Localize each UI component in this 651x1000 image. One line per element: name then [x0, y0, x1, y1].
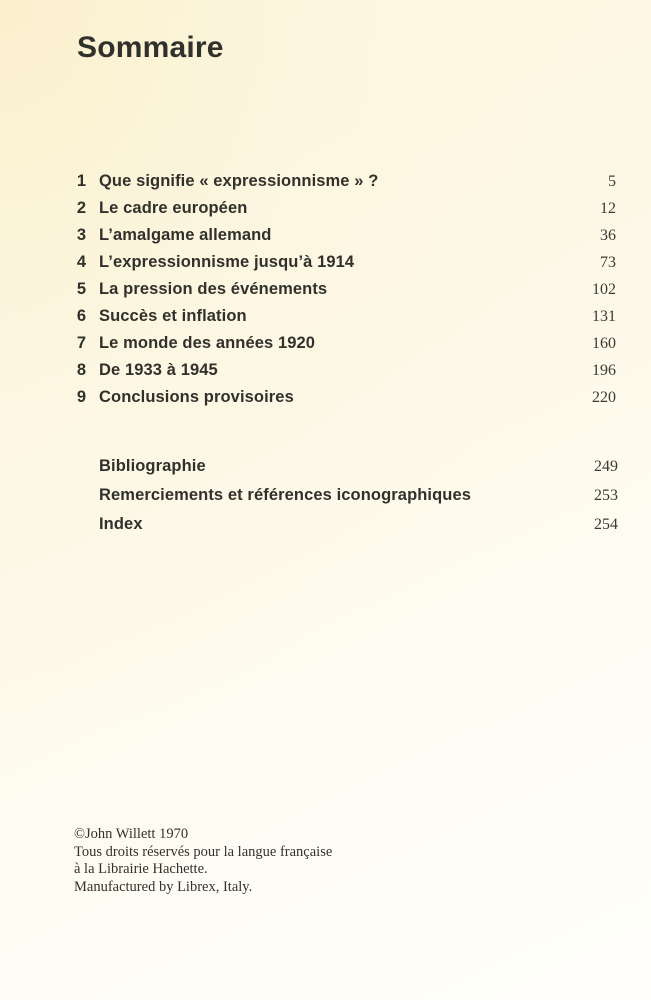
- toc-entry-page: 254: [594, 516, 618, 533]
- toc-entry: [0, 330, 651, 357]
- toc-entry-page: 249: [594, 458, 618, 475]
- toc-entry-title: La pression des événements: [99, 280, 328, 298]
- toc-entry: [0, 452, 651, 481]
- toc-entry-page: 131: [592, 308, 616, 325]
- toc-entry-title: L’amalgame allemand: [99, 226, 272, 244]
- toc-entry-number: 7: [76, 334, 86, 352]
- toc-entry: [0, 481, 651, 510]
- toc-entry-title: Bibliographie: [99, 457, 206, 475]
- toc-entry-page: 160: [592, 335, 616, 352]
- toc-entry-page: 12: [600, 200, 616, 217]
- toc-entry: [0, 249, 651, 276]
- page-title: Sommaire: [77, 31, 224, 64]
- toc-entry-number: 2: [76, 199, 86, 217]
- copyright-notice: [74, 826, 332, 896]
- publisher-line: à la Librairie Hachette.: [74, 861, 208, 877]
- toc-entry-page: 5: [608, 173, 616, 190]
- manufacturer-line: Manufactured by Librex, Italy.: [74, 878, 253, 895]
- toc-entry-title: Le monde des années 1920: [99, 334, 316, 352]
- copyright-line: ©John Willett 1970: [74, 826, 189, 842]
- toc-entry-title: Conclusions provisoires: [99, 388, 294, 406]
- toc-entry-title: Que signifie « expressionnisme » ?: [99, 172, 379, 190]
- toc-entry-number: 8: [76, 361, 86, 379]
- toc-entry: [0, 357, 651, 384]
- rights-line: Tous droits réservés pour la langue française: [74, 843, 333, 860]
- toc-entry-page: 73: [600, 254, 616, 271]
- toc-entry-title: De 1933 à 1945: [99, 361, 218, 379]
- toc-entry-number: 1: [76, 172, 86, 190]
- toc-entry-number: 4: [76, 253, 86, 271]
- table-of-contents-back-matter: [0, 452, 651, 539]
- toc-entry: [0, 276, 651, 303]
- toc-entry: [0, 168, 651, 195]
- toc-entry-page: 253: [594, 487, 618, 504]
- toc-entry-number: 5: [76, 280, 86, 298]
- toc-entry-title: Index: [99, 515, 143, 533]
- toc-entry: [0, 510, 651, 539]
- table-of-contents-chapters: [0, 168, 651, 411]
- toc-entry: [0, 303, 651, 330]
- toc-entry-page: 102: [592, 281, 616, 298]
- toc-entry-title: Le cadre européen: [99, 199, 248, 217]
- toc-entry-title: Remerciements et références iconographiques: [99, 486, 472, 504]
- toc-entry-number: 3: [76, 226, 86, 244]
- toc-entry-page: 196: [592, 362, 616, 379]
- toc-entry: [0, 195, 651, 222]
- toc-entry: [0, 222, 651, 249]
- toc-entry-title: L’expressionnisme jusqu’à 1914: [99, 253, 355, 271]
- toc-entry-number: 6: [76, 307, 86, 325]
- toc-entry-page: 220: [592, 389, 616, 406]
- toc-entry-number: 9: [76, 388, 86, 406]
- toc-entry: [0, 384, 651, 411]
- toc-entry-page: 36: [600, 227, 616, 244]
- toc-entry-title: Succès et inflation: [99, 307, 247, 325]
